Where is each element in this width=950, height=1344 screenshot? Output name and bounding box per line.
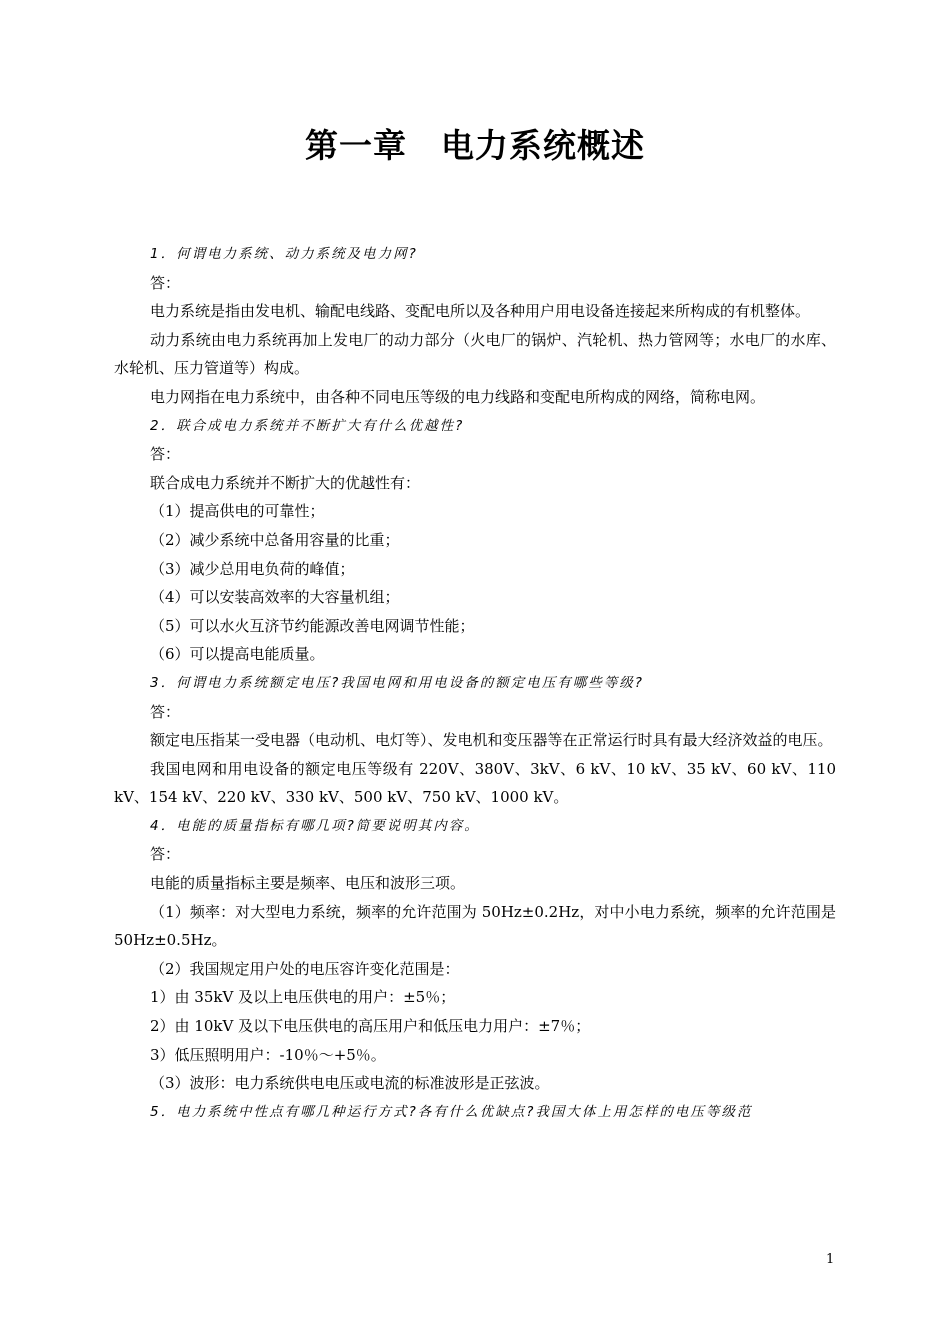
paragraph: （2）我国规定用户处的电压容许变化范围是：: [150, 959, 460, 978]
paragraph: 电力网指在电力系统中，由各种不同电压等级的电力线路和变配电所构成的网络，简称电网。: [150, 387, 766, 406]
answer-label: 答：: [150, 845, 181, 864]
question-heading: 3．何谓电力系统额定电压?我国电网和用电设备的额定电压有哪些等级?: [150, 674, 644, 691]
question-heading: 4．电能的质量指标有哪几项?简要说明其内容。: [150, 817, 480, 834]
paragraph: 联合成电力系统并不断扩大的优越性有：: [150, 473, 421, 492]
answer-label: 答：: [150, 273, 181, 292]
list-item: （6）可以提高电能质量。: [150, 645, 325, 664]
question-heading: 5．电力系统中性点有哪几种运行方式?各有什么优缺点?我国大体上用怎样的电压等级范: [150, 1103, 753, 1120]
list-item: （5）可以水火互济节约能源改善电网调节性能；: [150, 616, 475, 635]
question-heading: 1．何谓电力系统、动力系统及电力网?: [150, 246, 418, 262]
paragraph: 额定电压指某一受电器（电动机、电灯等）、发电机和变压器等在正常运行时具有最大经济效益的电压。: [150, 731, 833, 750]
question-heading: 2．联合成电力系统并不断扩大有什么优越性?: [150, 417, 465, 434]
chapter-title: 第一章 电力系统概述: [305, 126, 645, 165]
paragraph: 动力系统由电力系统再加上发电厂的动力部分（火电厂的锅炉、汽轮机、热力管网等；水电厂的水库、水轮机、压力管道等）构成。: [114, 330, 836, 378]
list-item: 1）由 35kV 及以上电压供电的用户：±5％；: [150, 988, 456, 1007]
answer-label: 答：: [150, 445, 181, 464]
page-number: 1: [826, 1252, 835, 1267]
body-text: [114, 240, 836, 1126]
answer-label: 答：: [150, 702, 181, 721]
paragraph: 电能的质量指标主要是频率、电压和波形三项。: [150, 874, 466, 893]
paragraph: （1）频率：对大型电力系统，频率的允许范围为 50Hz±0.2Hz，对中小电力系统，频率的允许范围是 50Hz±0.5Hz。: [114, 902, 836, 950]
list-item: （4）可以安装高效率的大容量机组；: [150, 588, 400, 607]
list-item: 2）由 10kV 及以下电压供电的高压用户和低压电力用户：±7％；: [150, 1017, 591, 1036]
list-item: （2）减少系统中总备用容量的比重；: [150, 530, 400, 549]
list-item: 3）低压照明用户：-10％～+5％。: [150, 1045, 386, 1064]
paragraph: （3）波形：电力系统供电电压或电流的标准波形是正弦波。: [150, 1074, 550, 1093]
list-item: （3）减少总用电负荷的峰值；: [150, 559, 355, 578]
list-item: （1）提高供电的可靠性；: [150, 502, 325, 521]
paragraph: 我国电网和用电设备的额定电压等级有 220V、380V、3kV、6 kV、10 kV、35 kV、60 kV、110 kV、154 kV、220 kV、330 kV、500 kV、750 kV、1000 kV。: [114, 759, 836, 807]
paragraph: 电力系统是指由发电机、输配电线路、变配电所以及各种用户用电设备连接起来所构成的有机整体。: [150, 302, 811, 321]
